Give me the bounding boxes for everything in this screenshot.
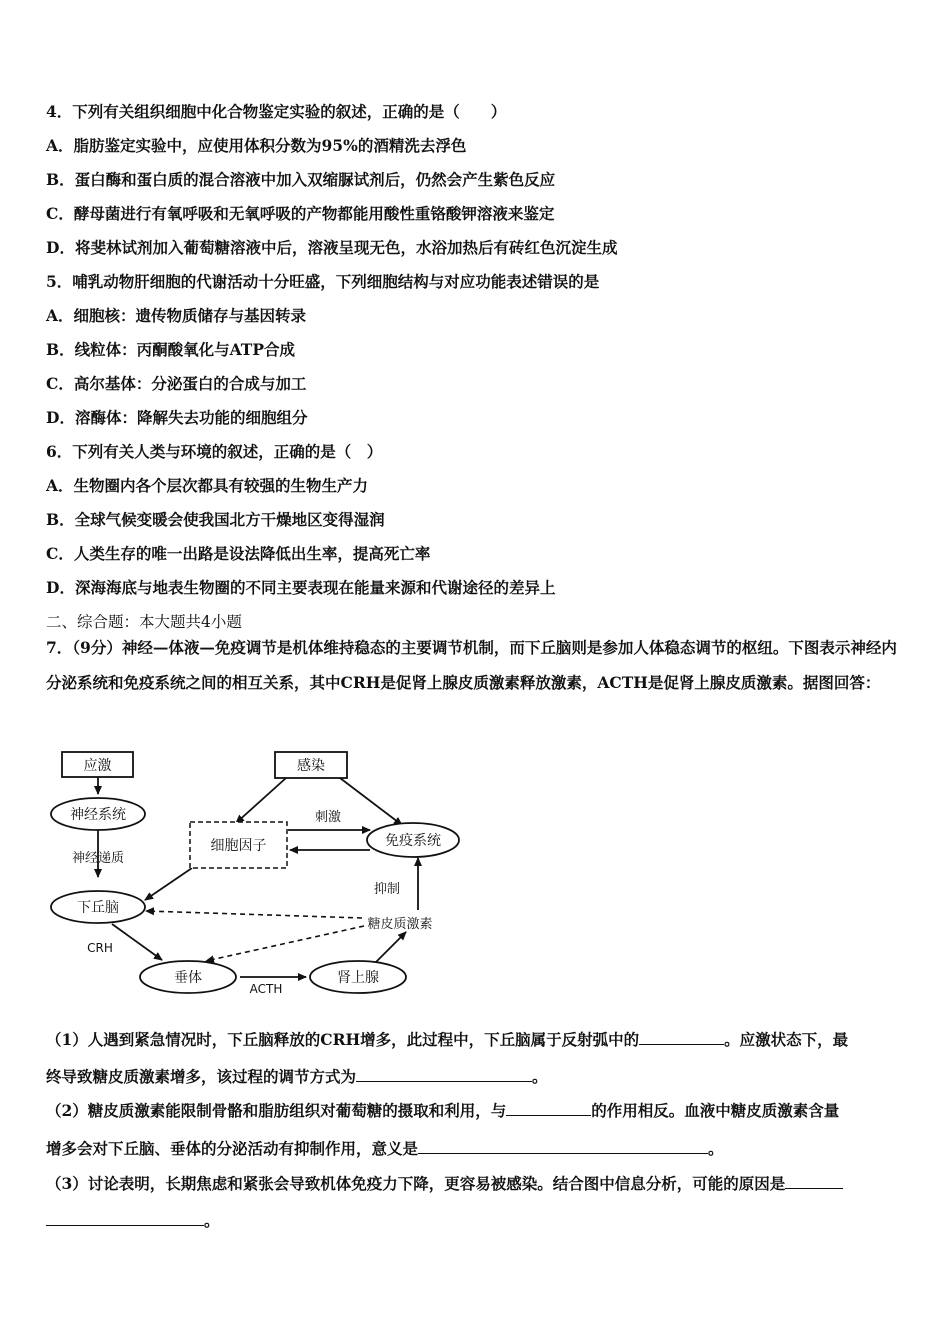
q7-sub3-line2: 。 <box>46 1210 220 1231</box>
answer-blank[interactable] <box>785 1173 843 1189</box>
stress-box <box>62 752 133 777</box>
q7-sub2-line2: 增多会对下丘脑、垂体的分泌活动有抑制作用，意义是 。 <box>46 1139 724 1158</box>
svg-text:细胞因子: 细胞因子 <box>210 838 267 854</box>
infection-box <box>275 752 347 778</box>
section-heading: 二、综合题：本大题共4小题 <box>46 613 242 631</box>
q6-option-c: C．人类生存的唯一出路是设法降低出生率，提高死亡率 <box>46 544 431 563</box>
q7-sub2-line1: （2）糖皮质激素能限制骨骼和脂肪组织对葡萄糖的摄取和利用，与 的作用相反。血液中糖皮质激素含量 <box>46 1101 840 1120</box>
inhibit-label: 抑制 <box>373 882 401 897</box>
pituitary-node <box>140 961 236 993</box>
adrenal-node <box>310 961 406 993</box>
hypothalamus-node <box>51 891 145 923</box>
q6-option-a: A．生物圈内各个层次都具有较强的生物生产力 <box>46 476 369 495</box>
q6-option-d: D．深海海底与地表生物圈的不同主要表现在能量来源和代谢途径的差异上 <box>46 578 556 597</box>
immune-system-node <box>367 823 459 857</box>
neurotransmitter-label: 神经递质 <box>71 851 125 866</box>
svg-text:肾上腺: 肾上腺 <box>337 970 379 986</box>
q4-option-b: B．蛋白酶和蛋白质的混合溶液中加入双缩脲试剂后，仍然会产生紫色反应 <box>46 170 556 189</box>
q7-sub3-line1: （3）讨论表明，长期焦虑和紧张会导致机体免疫力下降，更容易被感染。结合图中信息分析，可能的原因是 <box>46 1173 843 1194</box>
answer-blank[interactable] <box>46 1210 204 1226</box>
q6-option-b: B．全球气候变暖会使我国北方干燥地区变得湿润 <box>46 510 385 529</box>
answer-blank[interactable] <box>639 1029 724 1045</box>
q4-option-c: C．酵母菌进行有氧呼吸和无氧呼吸的产物都能用酸性重铬酸钾溶液来鉴定 <box>46 204 555 223</box>
stimulate-label: 刺激 <box>314 810 342 825</box>
q5-option-a: A．细胞核：遗传物质储存与基因转录 <box>46 306 307 325</box>
q5-option-c: C．高尔基体：分泌蛋白的合成与加工 <box>46 374 307 393</box>
q7-sub1-line1: （1）人遇到紧急情况时，下丘脑释放的CRH增多，此过程中，下丘脑属于反射弧中的 。应激状态下，最 <box>46 1030 849 1049</box>
q5-option-b: B．线粒体：丙酮酸氧化与ATP合成 <box>46 340 295 359</box>
svg-text:感染: 感染 <box>297 758 325 774</box>
q4-option-d: D．将斐林试剂加入葡萄糖溶液中后，溶液呈现无色，水浴加热后有砖红色沉淀生成 <box>46 238 618 257</box>
svg-text:神经系统: 神经系统 <box>70 807 126 823</box>
svg-text:垂体: 垂体 <box>174 970 202 986</box>
answer-blank[interactable] <box>418 1138 708 1154</box>
q5-stem: 5．哺乳动物肝细胞的代谢活动十分旺盛，下列细胞结构与对应功能表述错误的是 <box>46 272 600 291</box>
acth-label: ACTH <box>249 982 283 996</box>
nervous-system-node <box>51 798 145 830</box>
answer-blank[interactable] <box>356 1066 532 1082</box>
q7-stem: 7．（9分）神经—体液—免疫调节是机体维持稳态的主要调节机制，而下丘脑则是参加人体稳态调节的枢纽。下图表示神经内分泌系统和免疫系统之间的相互关系，其中CRH是促肾上腺皮质激素释放激素，ACTH是促肾上腺皮质激素。据图回答： <box>46 638 897 692</box>
regulation-diagram <box>40 740 480 1005</box>
svg-text:免疫系统: 免疫系统 <box>385 833 441 849</box>
q7-sub1-line2: 终导致糖皮质激素增多，该过程的调节方式为 。 <box>46 1067 548 1086</box>
crh-label: CRH <box>87 941 113 955</box>
answer-blank[interactable] <box>506 1100 591 1116</box>
glucocorticoid-label: 糖皮质激素 <box>367 917 433 932</box>
q6-stem: 6．下列有关人类与环境的叙述，正确的是（ ） <box>46 442 383 461</box>
cytokine-box <box>190 822 287 868</box>
q5-option-d: D．溶酶体：降解失去功能的细胞组分 <box>46 408 308 427</box>
q4-option-a: A．脂肪鉴定实验中，应使用体积分数为95%的酒精洗去浮色 <box>46 136 467 155</box>
q4-stem: 4．下列有关组织细胞中化合物鉴定实验的叙述，正确的是（ ） <box>46 102 507 121</box>
svg-text:下丘脑: 下丘脑 <box>77 900 119 916</box>
svg-text:应激: 应激 <box>83 758 112 774</box>
